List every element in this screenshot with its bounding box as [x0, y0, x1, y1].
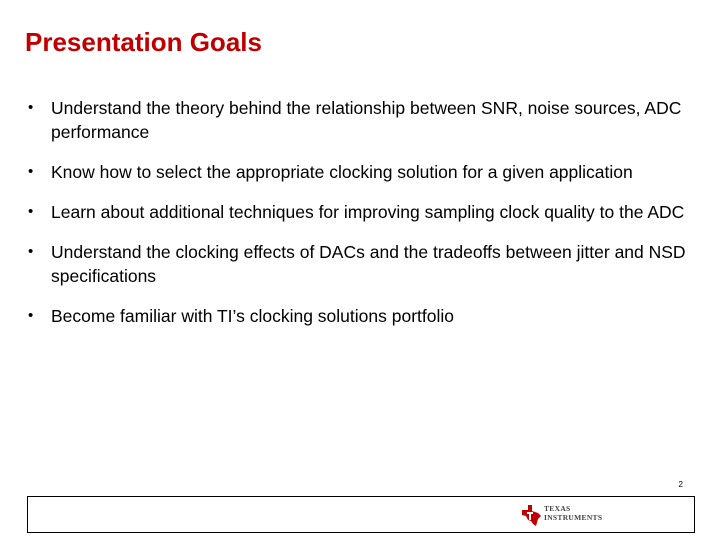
bullet-text: Understand the clocking effects of DACs and the tradeoffs between jitter and NSD specifications — [51, 242, 686, 286]
bullet-item — [28, 200, 688, 224]
bullet-item — [28, 240, 688, 288]
bullet-dot-icon: • — [28, 99, 34, 116]
bullet-text: Know how to select the appropriate clocking solution for a given application — [51, 162, 633, 182]
bullet-dot-icon: • — [28, 203, 34, 220]
ti-wordmark — [544, 504, 602, 522]
bullet-item — [28, 96, 688, 144]
bullet-text: Learn about additional techniques for improving sampling clock quality to the ADC — [51, 202, 685, 222]
bullet-item — [28, 304, 688, 328]
bullet-text: Understand the theory behind the relationship between SNR, noise sources, ADC performance — [51, 98, 682, 142]
bullet-list — [28, 96, 688, 344]
page-number: 2 — [678, 480, 683, 489]
bullet-dot-icon: • — [28, 163, 34, 180]
slide-title: Presentation Goals — [25, 27, 262, 57]
bullet-text: Become familiar with TI’s clocking solutions portfolio — [51, 306, 454, 326]
ti-wordmark-line1: TEXAS — [544, 504, 571, 513]
bullet-item — [28, 160, 688, 184]
ti-state-icon — [520, 504, 542, 528]
bullet-dot-icon: • — [28, 307, 34, 324]
texas-instruments-logo — [520, 504, 615, 528]
title-divider — [25, 68, 695, 69]
bullet-dot-icon: • — [28, 243, 34, 260]
ti-wordmark-line2: INSTRUMENTS — [544, 513, 603, 522]
